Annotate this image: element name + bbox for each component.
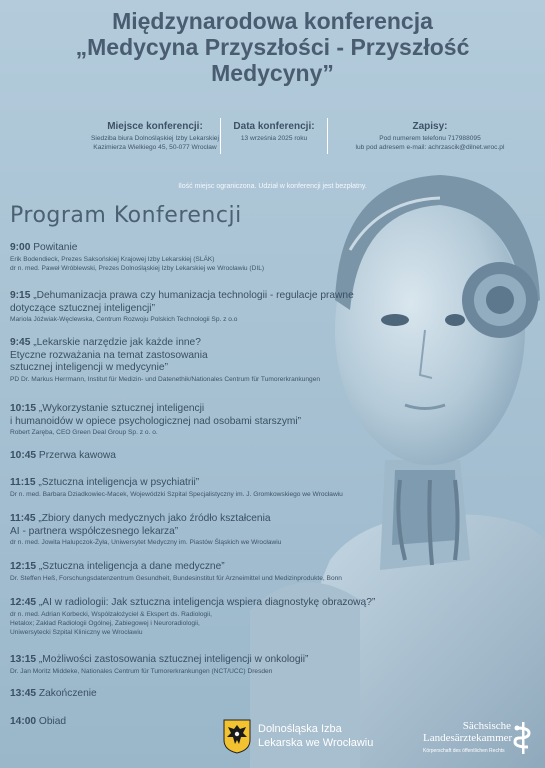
- staff-of-asclepius-icon: [511, 720, 535, 756]
- item-title: Powitanie: [33, 242, 78, 253]
- item-time: 10:15: [10, 403, 37, 414]
- date-value: 13 września 2025 roku: [240, 135, 308, 142]
- conference-title: [0, 8, 545, 86]
- location-heading: Miejsce konferencji:: [107, 121, 203, 132]
- program-item: [10, 716, 190, 729]
- item-time: 9:45: [10, 337, 31, 348]
- program-item: [10, 561, 450, 583]
- program-item: [10, 450, 450, 463]
- item-title: „AI w radiologii: Jak sztuczna inteligencja wspiera diagnostykę obrazową?”: [38, 597, 376, 608]
- program-item: [10, 688, 450, 701]
- item-speaker: dr n. med. Paweł Wróblewski, Prezes Dolnośląskiej Izby Lekarskiej we Wrocławiu (DIL): [10, 264, 265, 272]
- date-info: [220, 121, 328, 143]
- item-speaker: Dr. Steffen Heß, Forschungsdatenzentrum Gesundheit, Bundesinstitut für Arzneimittel und Medizinprodukte, Bonn: [10, 574, 342, 582]
- item-title: dotyczące sztucznej inteligencji”: [10, 302, 155, 314]
- item-time: 12:15: [10, 561, 37, 572]
- program-title: Program Konferencji: [10, 203, 242, 228]
- location-info: [80, 121, 230, 152]
- item-title: Przerwa kawowa: [38, 450, 116, 461]
- item-title: „Sztuczna inteligencja w psychiatrii”: [38, 477, 200, 488]
- item-title: Etyczne rozważania na temat zastosowania: [10, 349, 208, 361]
- item-time: 11:45: [10, 513, 36, 524]
- slaek-name-line-1: Sächsische: [462, 720, 511, 732]
- location-line-2: Kazimierza Wielkiego 45, 50-077 Wrocław: [93, 144, 217, 151]
- item-title: „Dehumanizacja prawa czy humanizacja technologii - regulacje prawne: [33, 290, 354, 301]
- registration-phone: Pod numerem telefonu 717988095: [379, 135, 481, 142]
- program-item: [10, 403, 450, 437]
- registration-email: lub pod adresem e-mail: achrzascik@dilnet.wroc.pl: [355, 144, 505, 151]
- item-title: AI - partnera współczesnego lekarza”: [10, 525, 179, 537]
- item-time: 9:00: [10, 242, 31, 253]
- program-item: [10, 477, 450, 499]
- item-speaker: Mariola Jóźwiak-Węclewska, Centrum Rozwoju Polskich Technologii Sp. z o.o: [10, 316, 238, 323]
- program-item: [10, 337, 450, 384]
- item-title: „Lekarskie narzędzie jak każde inne?: [33, 337, 201, 348]
- title-line-1: Międzynarodowa konferencja: [112, 8, 433, 34]
- item-speaker: Robert Zaręba, CEO Green Deal Group Sp. z o. o.: [10, 429, 158, 436]
- item-time: 10:45: [10, 450, 37, 461]
- program-item: [10, 242, 450, 273]
- program-item: [10, 654, 450, 676]
- item-speaker: Hetalox; Zakład Radiologii Ogólnej, Zabiegowej i Neuroradiologii,: [10, 619, 200, 627]
- item-time: 12:45: [10, 597, 37, 608]
- item-speaker: Dr n. med. Barbara Dziadkowiec-Macek, Wojewódzki Szpital Specjalistyczny im. J. Gromkowskiego we Wrocławiu: [10, 490, 343, 498]
- divider: [327, 118, 328, 154]
- item-title: Obiad: [38, 716, 67, 727]
- item-time: 14:00: [10, 716, 37, 727]
- slaek-subtitle: Körperschaft des öffentlichen Rechts: [423, 748, 505, 754]
- item-title: i humanoidów w opiece psychologicznej nad osobami starszymi”: [10, 415, 302, 427]
- item-time: 13:45: [10, 688, 37, 699]
- item-speaker: dr n. med. Adrian Korbecki, Współzałożyciel & Ekspert ds. Radiologii,: [10, 610, 212, 618]
- notice-text: Ilość miejsc ograniczona. Udział w konferencji jest bezpłatny.: [178, 183, 367, 190]
- slaek-name-line-2: Landesärztekammer: [423, 732, 513, 744]
- location-line-1: Siedziba biura Dolnośląskiej Izby Lekarskiej: [91, 135, 219, 142]
- dil-name-line-2: Lekarska we Wrocławiu: [258, 737, 374, 749]
- item-title: „Możliwości zastosowania sztucznej inteligencji w onkologii”: [38, 654, 309, 665]
- item-speaker: Uniwersytecki Szpital Kliniczny we Wrocławiu: [10, 628, 143, 636]
- item-speaker: PD Dr. Markus Herrmann, Institut für Medizin- und Datenethik/Nationales Centrum für Tumorerkrankungen: [10, 375, 321, 383]
- title-line-3: Medycyny”: [211, 60, 334, 86]
- item-title: sztucznej inteligencji w medycynie”: [10, 362, 168, 373]
- program-item: [10, 513, 450, 547]
- item-title: Zakończenie: [38, 688, 97, 699]
- item-time: 9:15: [10, 290, 31, 301]
- item-time: 11:15: [10, 477, 36, 488]
- dil-logo: [222, 718, 373, 754]
- program-item: [10, 597, 450, 637]
- item-title: „Zbiory danych medycznych jako źródło kształcenia: [38, 513, 271, 524]
- eagle-coat-of-arms-icon: [222, 718, 252, 754]
- date-heading: Data konferencji:: [233, 121, 315, 132]
- program-item: [10, 290, 450, 324]
- registration-heading: Zapisy:: [412, 121, 448, 132]
- dil-name-line-1: Dolnośląska Izba: [258, 723, 342, 735]
- item-title: „Wykorzystanie sztucznej inteligencji: [38, 403, 205, 414]
- registration-info: [335, 121, 525, 152]
- title-line-2: „Medycyna Przyszłości - Przyszłość: [75, 34, 470, 60]
- item-title: „Sztuczna inteligencja a dane medyczne”: [38, 561, 225, 572]
- slaek-logo: [423, 720, 541, 754]
- item-speaker: Dr. Jan Moritz Middeke, Nationales Centrum für Tumorerkrankungen (NCT/UCC) Dresden: [10, 667, 273, 675]
- item-speaker: dr n. med. Jowita Halupczok-Żyła, Uniwersytet Medyczny im. Piastów Śląskich we Wrocławiu: [10, 539, 282, 546]
- item-time: 13:15: [10, 654, 37, 665]
- item-speaker: Erik Bodendieck, Prezes Saksońskiej Krajowej Izby Lekarskiej (SLÄK): [10, 255, 215, 263]
